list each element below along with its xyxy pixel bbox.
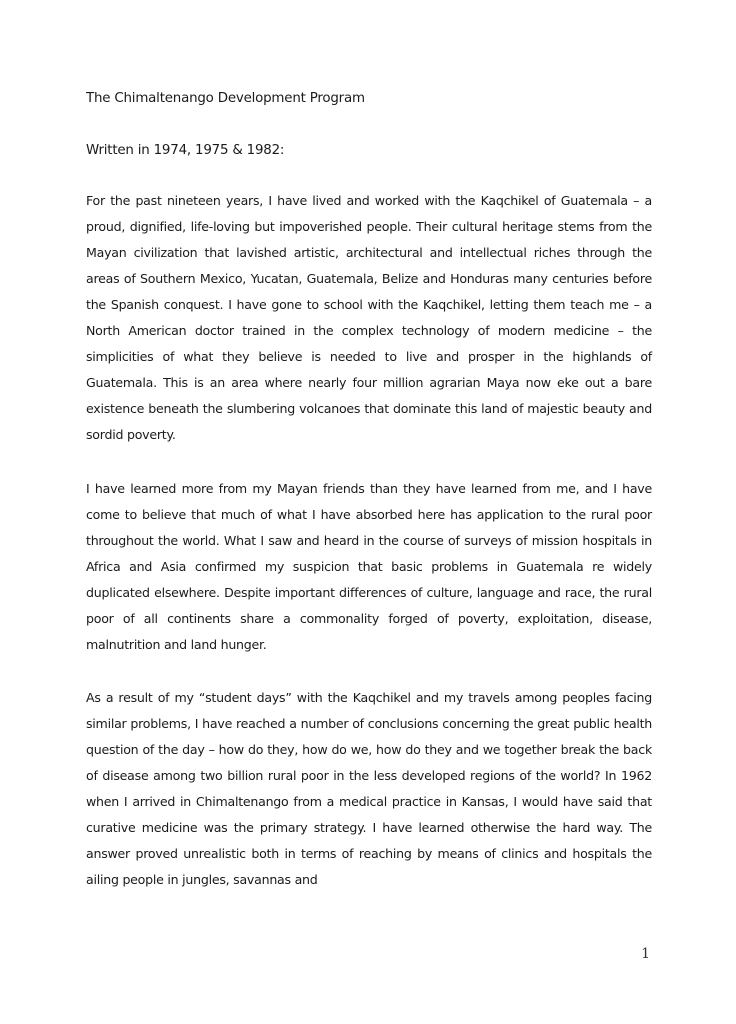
document-title: The Chimaltenango Development Program [86,91,365,106]
document-subtitle: Written in 1974, 1975 & 1982: [86,143,285,158]
page-number: 1 [641,946,650,962]
paragraph-1: For the past nineteen years, I have lived and worked with the Kaqchikel of Guatemala – a proud, dignified, life-loving but impoverished people. Their cultural heritage stems from the Mayan civilization that lavished artistic, architectural and intellectual riches through the areas of Southern Mexico, Yucatan, Guatemala, Belize and Honduras many centuries before the Spanish conquest. I have gone to school with the Kaqchikel, letting them teach me – a North American doctor trained in the complex technology of modern medicine – the simplicities of what they believe is needed to live and prosper in the highlands of Guatemala. This is an area where nearly four million agrarian Maya now eke out a bare existence beneath the slumbering volcanoes that dominate this land of majestic beauty and sordid poverty. [86,193,652,442]
paragraph-3: As a result of my “student days” with the Kaqchikel and my travels among peoples facing similar problems, I have reached a number of conclusions concerning the great public health question of the day – how do they, how do we, how do they and we together break the back of disease among two billion rural poor in the less developed regions of the world? In 1962 when I arrived in Chimaltenango from a medical practice in Kansas, I would have said that curative medicine was the primary strategy. I have learned otherwise the hard way. The answer proved unrealistic both in terms of reaching by means of clinics and hospitals the ailing people in jungles, savannas and [86,690,652,887]
paragraph-2: I have learned more from my Mayan friends than they have learned from me, and I have come to believe that much of what I have absorbed here has application to the rural poor throughout the world. What I saw and heard in the course of surveys of mission hospitals in Africa and Asia confirmed my suspicion that basic problems in Guatemala re widely duplicated elsewhere. Despite important differences of culture, language and race, the rural poor of all continents share a commonality forged of poverty, exploitation, disease, malnutrition and land hunger. [86,481,652,652]
